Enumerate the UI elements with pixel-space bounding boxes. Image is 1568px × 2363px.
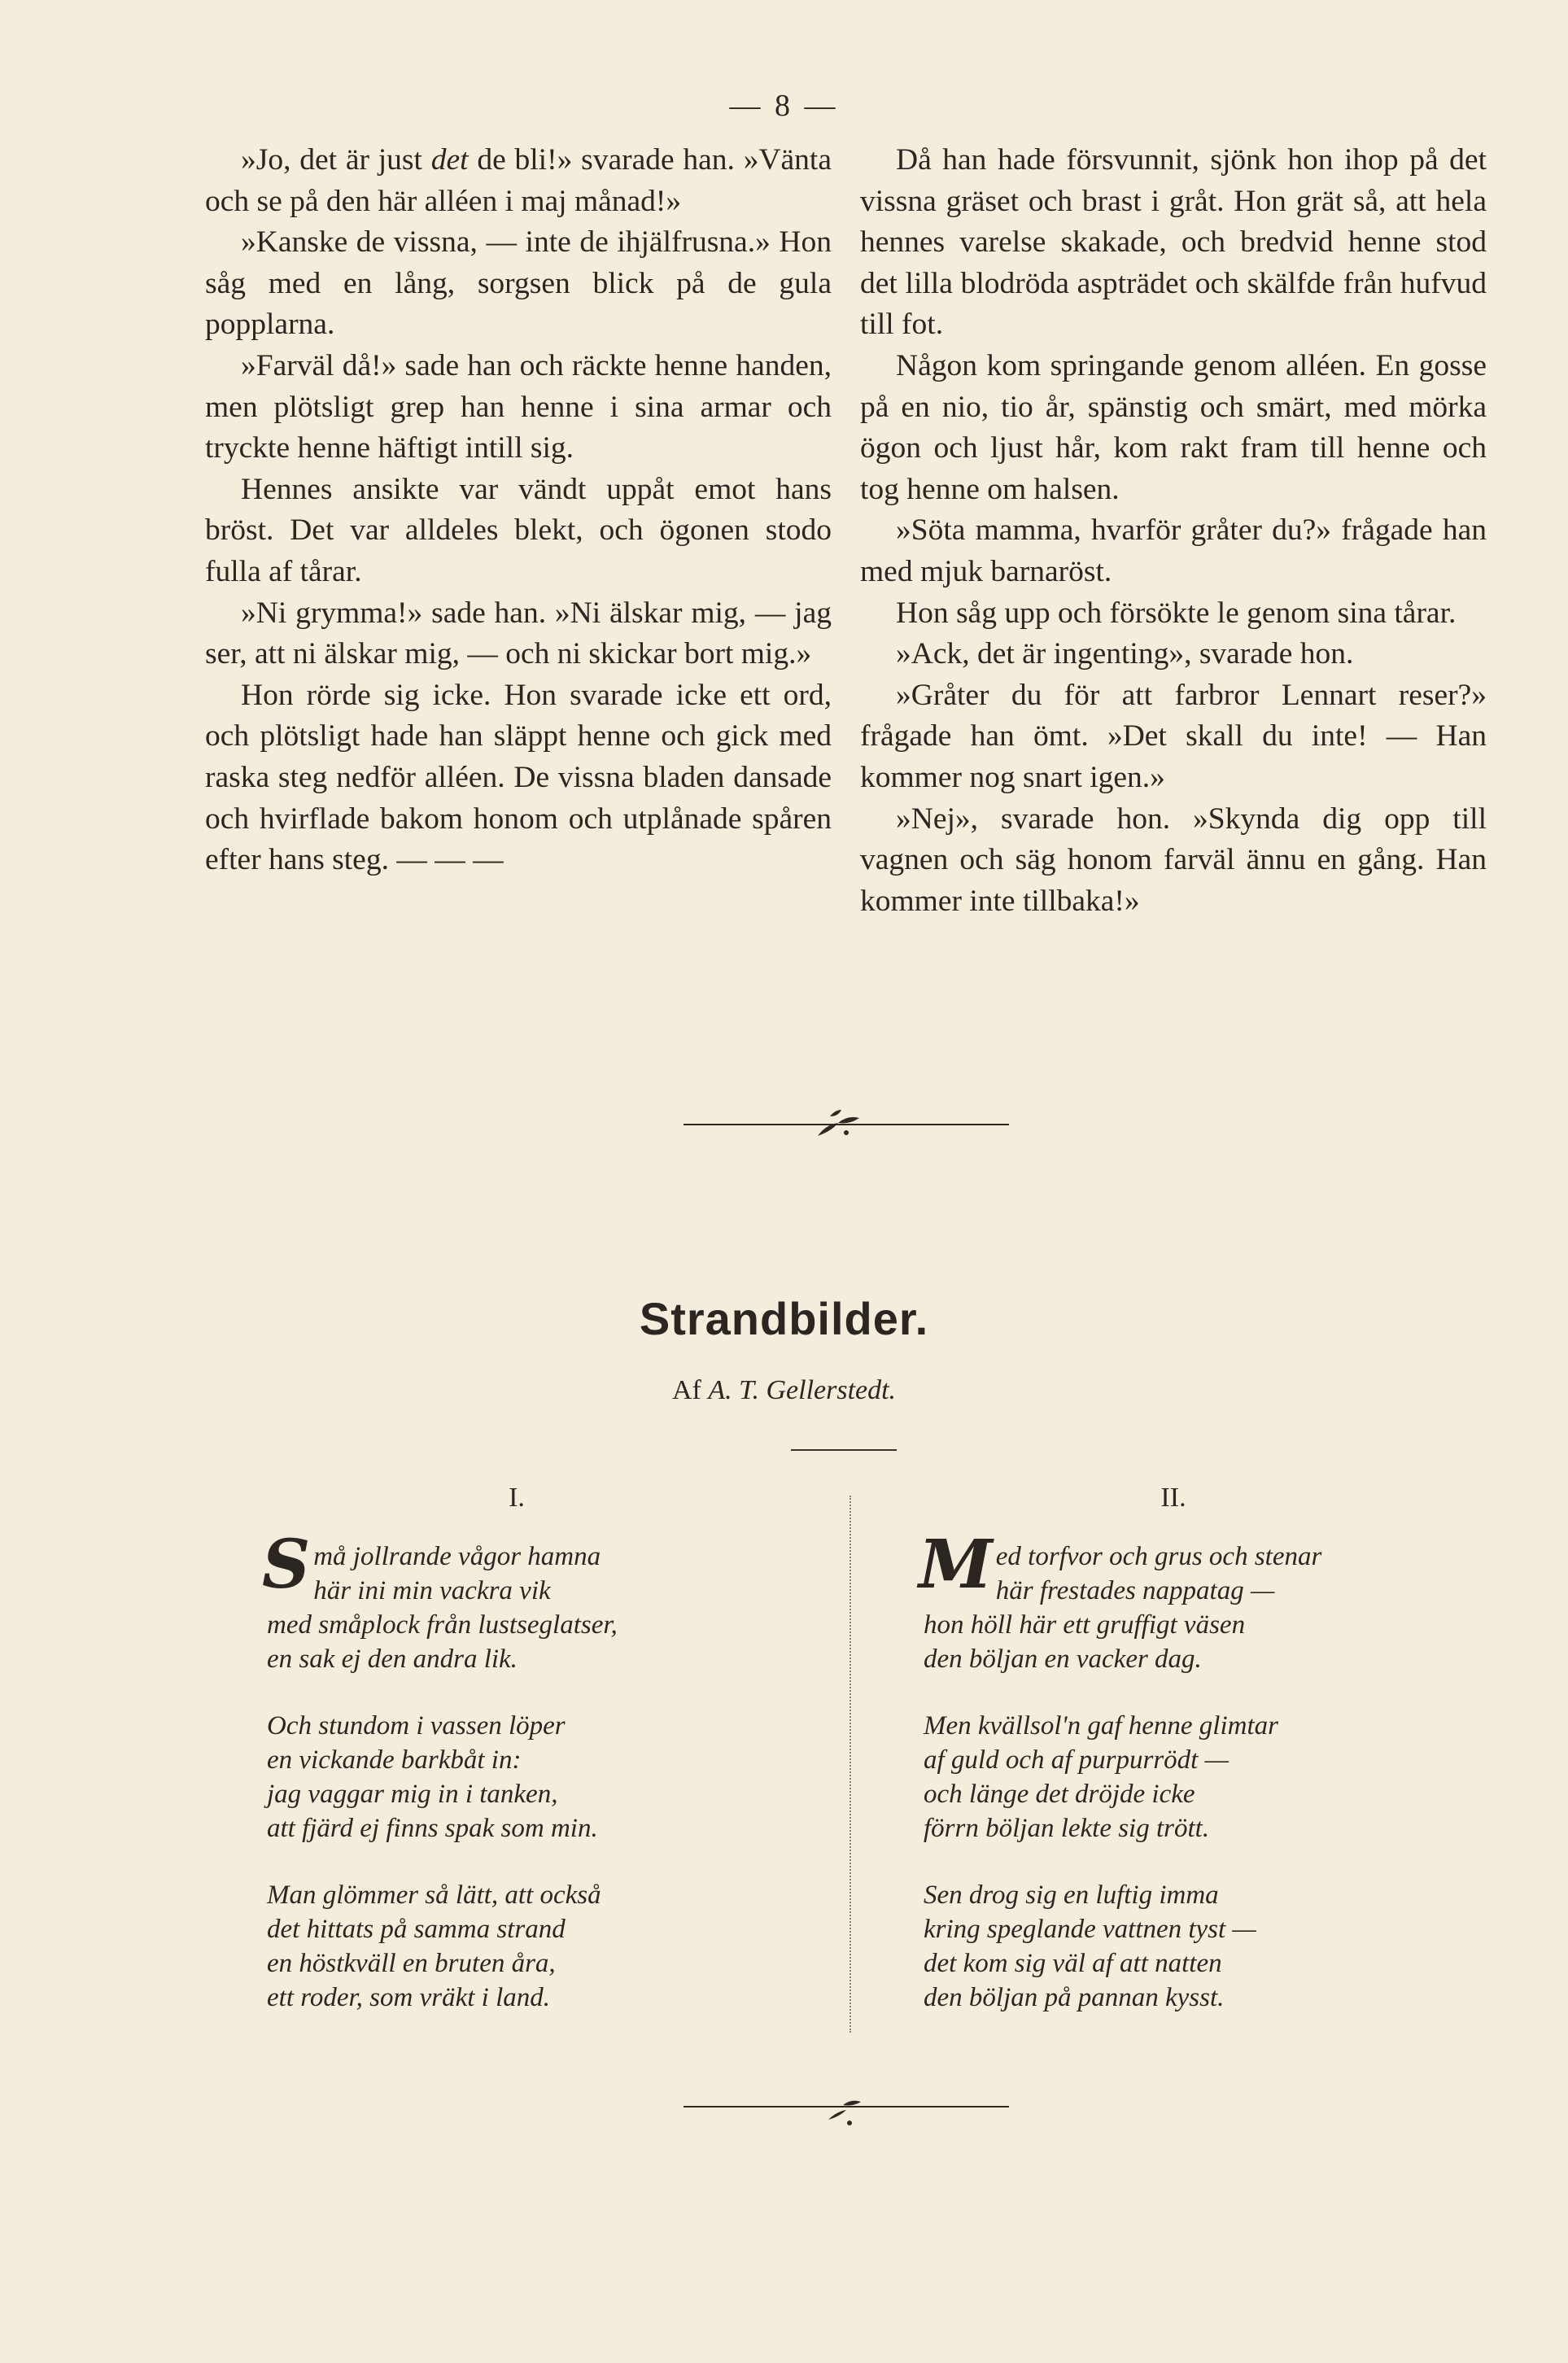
poem-right [919, 1526, 1412, 2047]
poem-line: af guld och af purpurrödt — [924, 1745, 1229, 1775]
poem-line: en vickande barkbåt in: [267, 1745, 522, 1775]
article-title: Strandbilder. [639, 1293, 929, 1344]
story-paragraph: Hennes ansikte var vändt uppåt emot hans bröst. Det var alldeles blekt, och ögonen stodo fulla af tårar. [205, 472, 832, 588]
story-paragraph [205, 140, 832, 222]
poem-line: den böljan en vacker dag. [924, 1644, 1202, 1674]
story-paragraph: Hon rörde sig icke. Hon svarade icke ett ord, och plötsligt hade han släppt henne och gick med raska steg nedför alléen. De vissna bladen dansade och hvirflade bakom honom och utplånade spåren efter hans steg. — — — [205, 678, 832, 877]
poem-stanza [924, 1709, 1412, 1845]
poem-stanza [924, 1878, 1412, 2015]
paragraph-text: de bli!» svarade han. »Vänta och se på den här alléen i maj månad!» [205, 143, 832, 218]
poem-line: Sen drog sig en luftig imma [924, 1880, 1219, 1910]
poem-line: ett roder, som vräkt i land. [267, 1983, 550, 2012]
leaf-sprig-icon [818, 1110, 859, 1136]
poem-line: en höstkväll en bruten åra, [267, 1949, 556, 1978]
poem-line: en sak ej den andra lik. [267, 1644, 518, 1674]
poem-line: Och stundom i vassen löper [267, 1711, 566, 1741]
poem-line: med småplock från lustseglatser, [267, 1610, 618, 1640]
poem-left [262, 1526, 755, 2047]
poem-line: ed torfvor och grus och stenar [995, 1542, 1322, 1571]
story-paragraph: »Ni grymma!» sade han. »Ni älskar mig, — jag ser, att ni älskar mig, — och ni skickar bort mig.» [205, 596, 832, 671]
page-number: — 8 — [729, 89, 839, 123]
story-column-right [860, 140, 1487, 922]
byline-prefix: Af [671, 1375, 709, 1405]
byline [0, 1375, 1568, 1406]
poem-line: förrn böljan lekte sig trött. [924, 1814, 1210, 1843]
section-divider-ornament [684, 1108, 1009, 1141]
poem-numeral-right: II. [1160, 1483, 1186, 1513]
end-ornament [684, 2095, 1009, 2128]
story-paragraph: Då han hade försvunnit, sjönk hon ihop på det vissna gräset och brast i gråt. Hon grät så, att hela hennes varelse skakade, och bredvid henne stod det lilla blodröda aspträdet och skälfde från hufvud till fot. [860, 143, 1487, 342]
story-paragraph: Hon såg upp och försökte le genom sina tårar. [896, 596, 1457, 630]
poem-line: här ini min vackra vik [313, 1576, 551, 1605]
poem-stanza [267, 1878, 755, 2015]
poem-line: jag vaggar mig in i tanken, [267, 1780, 558, 1809]
drop-cap-initial: S [262, 1526, 311, 1604]
poem-line: kring speglande vattnen tyst — [924, 1915, 1256, 1944]
poem-line: den böljan på pannan kysst. [924, 1983, 1225, 2012]
story-paragraph: Någon kom springande genom alléen. En gosse på en nio, tio år, spänstig och smärt, med mörka ögon och ljust hår, kom rakt fram till henne och tog henne om halsen. [860, 348, 1487, 506]
poem-line: hon höll här ett gruffigt väsen [924, 1610, 1246, 1640]
poem-line: att fjärd ej finns spak som min. [267, 1814, 598, 1843]
paragraph-emphasis: det [430, 143, 469, 177]
story-paragraph: »Ack, det är ingenting», svarade hon. [896, 637, 1354, 671]
poem-line: här frestades nappatag — [995, 1576, 1275, 1605]
title-rule [791, 1449, 897, 1451]
poem-line: må jollrande vågor hamna [313, 1542, 601, 1571]
poem-line: och länge det dröjde icke [924, 1780, 1195, 1809]
poem-line: Men kvällsol'n gaf henne glimtar [924, 1711, 1278, 1741]
poem-stanza [262, 1526, 755, 1676]
leaf-sprig-icon [828, 2101, 861, 2125]
poem-stanza [267, 1709, 755, 1845]
poem-numeral-left: I. [509, 1483, 525, 1513]
poem-line: det hittats på samma strand [267, 1915, 566, 1944]
byline-author: A. T. Gellerstedt. [708, 1375, 897, 1405]
story-paragraph: »Farväl då!» sade han och räckte henne handen, men plötsligt grep han henne i sina armar och tryckte henne häftigt intill sig. [205, 348, 832, 465]
story-paragraph: »Gråter du för att farbror Lennart reser?» frågade han ömt. »Det skall du inte! — Han kommer nog snart igen.» [860, 678, 1487, 794]
story-paragraph: »Söta mamma, hvarför gråter du?» frågade han med mjuk barnaröst. [860, 513, 1487, 588]
paragraph-text: »Jo, det är just [241, 143, 431, 177]
story-paragraph: »Nej», svarade hon. »Skynda dig opp till vagnen och säg honom farväl ännu en gång. Han kommer inte tillbaka!» [860, 801, 1487, 918]
poem-line: Man glömmer så lätt, att också [267, 1880, 601, 1910]
drop-cap-initial: M [919, 1526, 993, 1604]
poem-line: det kom sig väl af att natten [924, 1949, 1222, 1978]
story-paragraph: »Kanske de vissna, — inte de ihjälfrusna.» Hon såg med en lång, sorgsen blick på de gula popplarna. [205, 225, 832, 342]
poem-stanza [919, 1526, 1412, 1676]
poem-column-divider [850, 1496, 853, 2033]
story-column-left [205, 140, 832, 881]
